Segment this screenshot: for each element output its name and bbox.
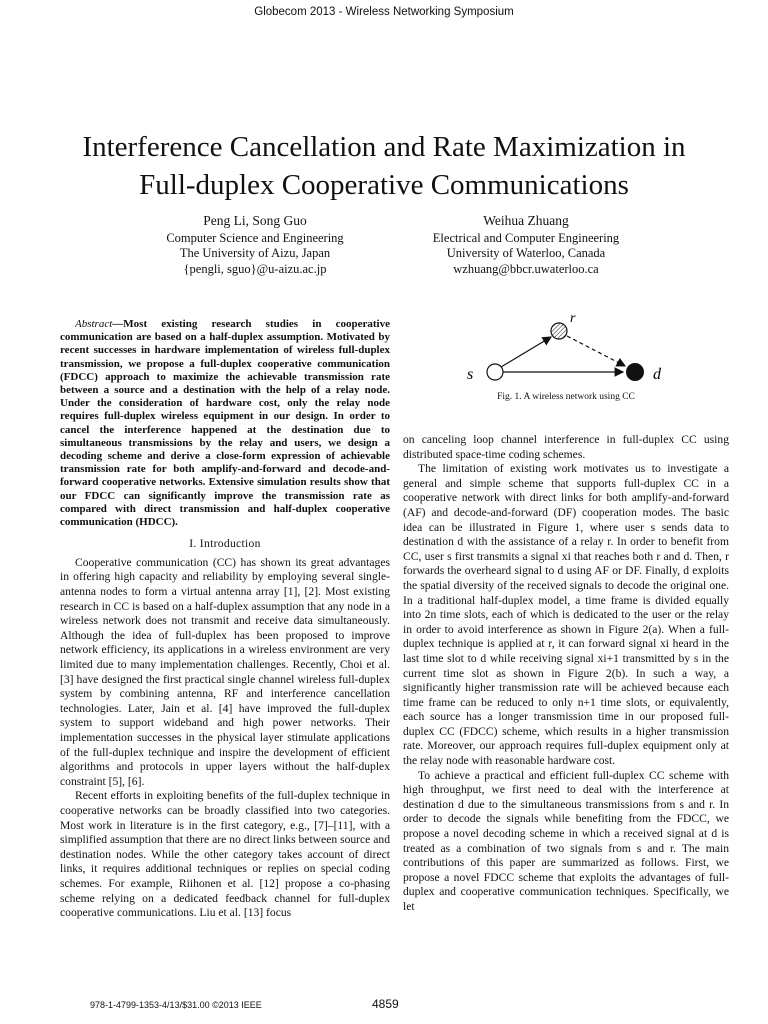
abstract-text: —Most existing research studies in cooperative communication are based on a half-duplex assumption. Motivated by recent successes in hardware implementation of wireless full-duplex transmission, we propose a full-duplex cooperative communication (FDCC) approach to maximize the achievable transmission rate between a source and a destination with the help of a relay node. Under the consideration of hardware cost, only the relay node requires full-duplex wireless equipment in our design. In order to cancel the interference happened at the destination due to simultaneous transmissions by the relay and users, we design a decoding scheme and derive a close-form expression of achievable transmission rate for both amplify-and-forward and decode-and-forward cooperative networks. Extensive simulation results show that our FDCC can significantly improve the transmission rate as compared with direct transmission and half-duplex cooperative communication (HDCC).: [60, 318, 390, 529]
node-s-label: s: [467, 366, 474, 383]
title-line-1: Interference Cancellation and Rate Maximization in: [82, 131, 686, 163]
node-r-label: r: [570, 311, 576, 326]
page-number: 4859: [372, 997, 399, 1011]
section-heading: I. Introduction: [189, 537, 261, 551]
body-paragraph-2: The limitation of existing work motivates us to investigate a general and simple scheme that supports full-duplex CC in a cooperative network with direct links for both amplify-and-forward (AF) and decode-and-forward (DF) cooperation modes. The basic idea can be illustrated in Figure 1, where user s sends data to destination d with the assistance of a relay r. In order to benefit from CC, user s first transmits a signal xi that reaches both r and d. Then, r forwards the overheard signal to d using AF or DF. Finally, d exploits the spatial diversity of the received signals to decode the original one. In a traditional half-duplex model, a time frame is divided equally into 2n time slots, each of which is dedicated to the user or the relay in order to avoid interference as shown in Figure 2(a). When a full-duplex technique is applied at r, it can forward signal xi heard in the last time slot to d while receiving signal xi+1 transmitted by s in the current time slot as shown in Figure 2(b). In such a way, a significantly higher transmission rate will be achieved because each time frame can be reduced to only n+1 time slots, or equivalently, each source has a longer transmission time in our proposed full-duplex CC (FDCC) scheme, which results in a higher transmission rate. Moreover, our approach requires full-duplex equipment only at the relay node with reasonable hardware cost.: [403, 462, 729, 768]
paper-title: [30, 128, 738, 204]
intro-paragraph-1: Cooperative communication (CC) has shown its great advantages in offering high capacity and reliability by employing several single-antenna nodes to form a virtual antenna array [1], [2]. Most existing research in CC is based on a half-duplex assumption that any node in a wireless network does not transmit and receive data simultaneously. Although the idea of full-duplex has been proposed to improve network efficiency, its applications in a wireless environment are very limited due to many implementation challenges. Recently, Choi et al. [3] have designed the first practical single channel wireless full-duplex system by combining antenna, RF and interference cancellation technologies. Later, Jain et al. [4] have improved the full-duplex system to support wideband and high power networks. Their implementation successes in the physical layer stimulate applications of the full-duplex technique and inspire the development of efficient algorithms and protocols in upper layers without the half-duplex constraint [5], [6].: [60, 555, 390, 788]
link-s-r: [501, 337, 551, 367]
body-paragraph-3: To achieve a practical and efficient full-duplex CC scheme with high throughput, we first need to deal with the interference at destination d due to the simultaneous transmissions from s and r. In order to decode the signals while benefiting from the FDCC, we propose a novel decoding scheme in which a received signal at d is treated as a combination of two signals from s and r. The main contributions of this paper are summarized as follows. First, we propose a novel FDCC scheme that exploits the advantages of full-duplex and cooperative communication techniques. Specifically, we let: [403, 768, 729, 913]
author-block-left: [125, 213, 385, 277]
author-email: {pengli, sguo}@u-aizu.ac.jp: [183, 261, 327, 276]
figure-network-diagram: [455, 305, 705, 405]
author-names: Weihua Zhuang: [483, 213, 569, 228]
left-column: [60, 318, 390, 921]
conference-header: Globecom 2013 - Wireless Networking Symposium: [254, 6, 514, 18]
author-names: Peng Li, Song Guo: [203, 213, 307, 228]
link-r-d: [567, 336, 625, 366]
node-r: [551, 323, 567, 339]
author-department: Electrical and Computer Engineering: [432, 230, 620, 245]
continued-paragraph: on canceling loop channel interference in full-duplex CC using distributed space-time coding schemes.: [403, 433, 729, 461]
figure-caption: Fig. 1. A wireless network using CC: [497, 392, 635, 402]
abstract-label: Abstract: [75, 318, 113, 330]
copyright-footer: 978-1-4799-1353-4/13/$31.00 ©2013 IEEE: [90, 1000, 262, 1010]
author-department: Computer Science and Engineering: [166, 230, 344, 245]
author-institution: University of Waterloo, Canada: [446, 246, 606, 260]
title-line-2: Full-duplex Cooperative Communications: [139, 169, 629, 201]
right-column: [403, 433, 729, 915]
node-s: [487, 364, 503, 380]
author-institution: The University of Aizu, Japan: [179, 246, 331, 260]
node-d: [626, 363, 644, 381]
abstract: [60, 318, 390, 529]
author-block-right: [396, 213, 656, 277]
node-d-label: d: [653, 366, 661, 383]
author-email: wzhuang@bbcr.uwaterloo.ca: [453, 261, 599, 276]
intro-paragraph-2: Recent efforts in exploiting benefits of the full-duplex technique in cooperative networks can be broadly classified into two categories. Most work in literature is in the first category, e.g., [7]–[11], with a simplified assumption that there are no direct links between source and destination nodes. While the other category takes account of direct links, it requires additional techniques or replies on special coding schemes. For example, Riihonen et al. [12] propose a co-phasing scheme relying on a dedicated feedback channel for full-duplex cooperative communications. Liu et al. [13] focus: [60, 789, 390, 920]
